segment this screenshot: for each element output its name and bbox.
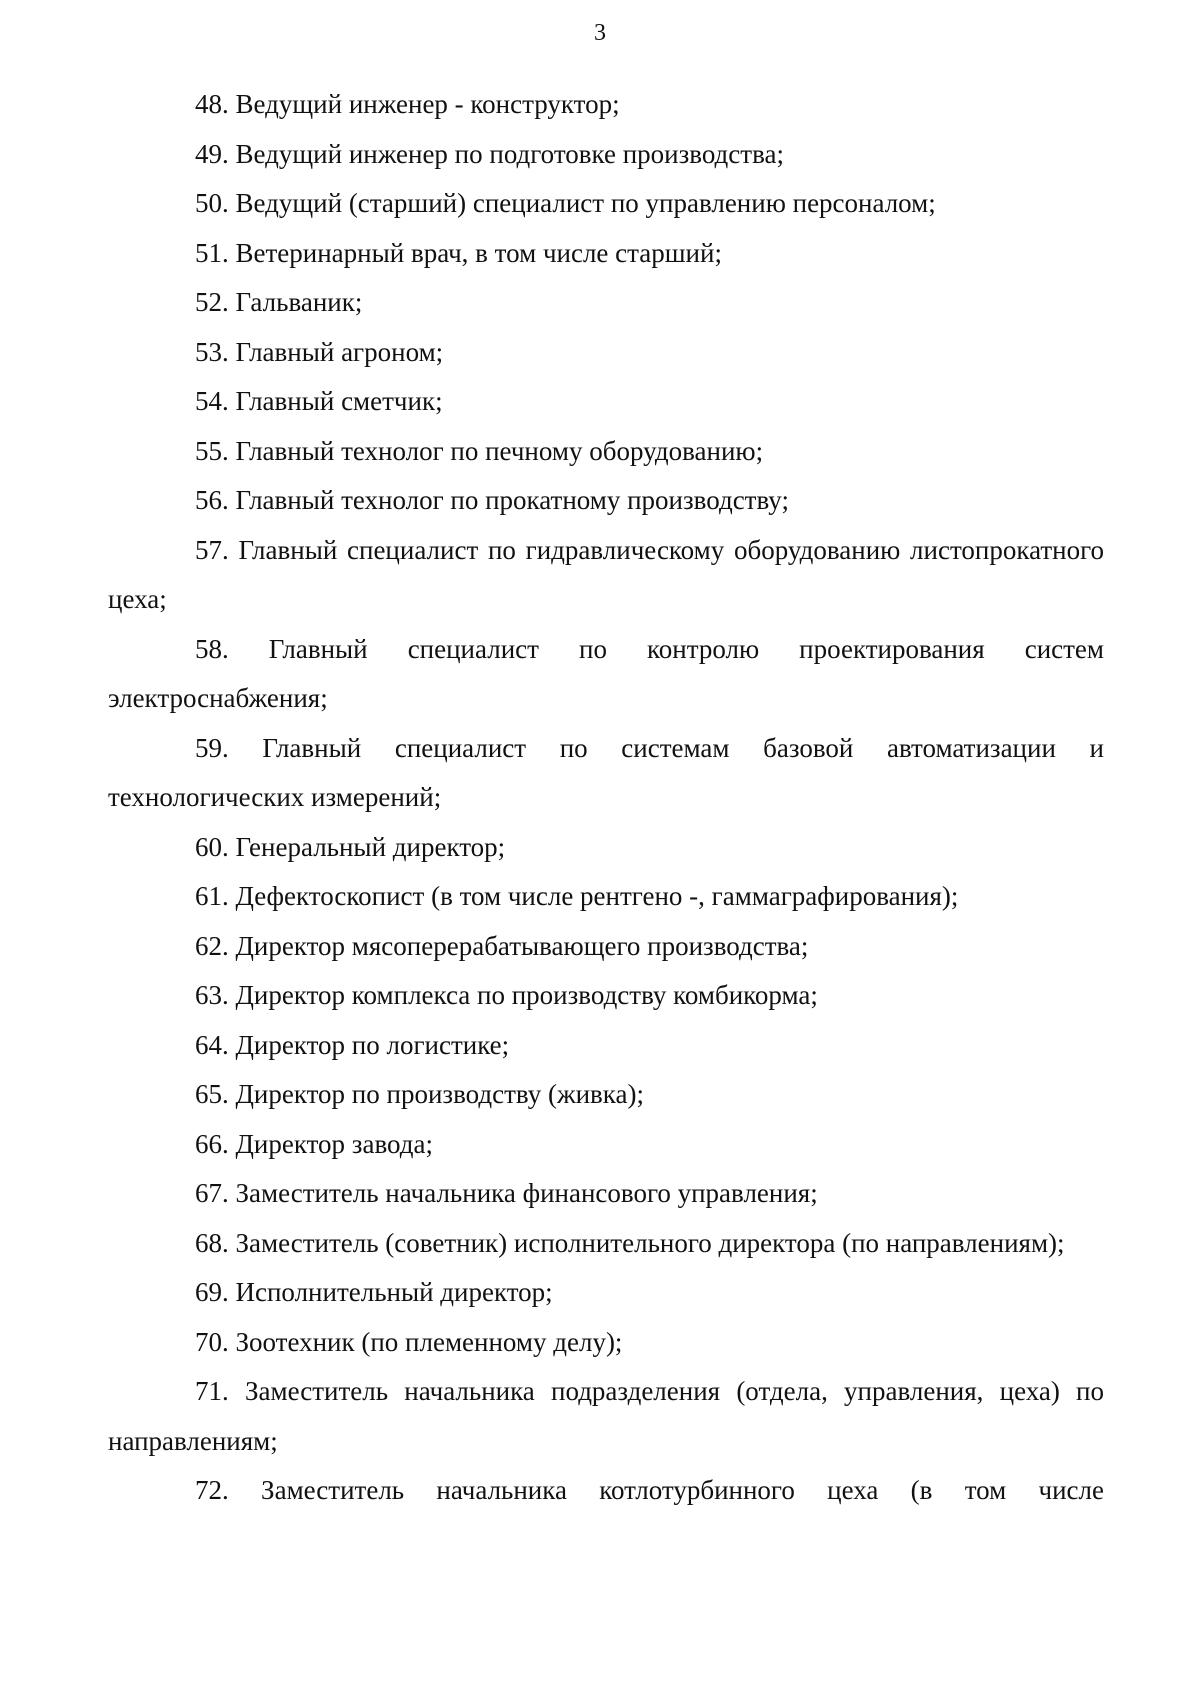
list-item: 70. Зоотехник (по племенному делу); — [195, 1326, 623, 1357]
list-item: 72. Заместитель начальника котлотурбинного цеха (в том числе — [195, 1475, 1104, 1505]
list-item: 60. Генеральный директор; — [195, 831, 506, 862]
list-item: 68. Заместитель (советник) исполнительного директора (по направлениям); — [195, 1227, 1065, 1258]
list-item: 64. Директор по логистике; — [195, 1029, 510, 1060]
list-item: 58. Главный специалист по контролю проектирования систем электроснабжения; — [108, 633, 1104, 713]
list-item: 69. Исполнительный директор; — [195, 1277, 553, 1307]
page-number: 3 — [594, 20, 606, 46]
list-item: 49. Ведущий инженер по подготовке производства; — [195, 138, 784, 169]
list-item: 51. Ветеринарный врач, в том числе старший; — [195, 237, 722, 268]
list-item: 53. Главный агроном; — [195, 336, 444, 367]
list-item: 54. Главный сметчик; — [195, 386, 443, 416]
list-item: 67. Заместитель начальника финансового управления; — [195, 1178, 818, 1208]
list-item: 52. Гальваник; — [195, 287, 363, 317]
list-item: 71. Заместитель начальника подразделения (отдела, управления, цеха) по направлениям; — [108, 1376, 1104, 1456]
list-item: 66. Директор завода; — [195, 1128, 433, 1159]
list-item: 57. Главный специалист по гидравлическому оборудованию листопрокатного цеха; — [108, 534, 1104, 614]
list-item: 63. Директор комплекса по производству комбикорма; — [195, 980, 818, 1010]
list-item: 50. Ведущий (старший) специалист по управлению персоналом; — [195, 188, 936, 218]
list-item: 61. Дефектоскопист (в том числе рентгено -, гаммаграфирования); — [195, 881, 959, 911]
list-item: 59. Главный специалист по системам базовой автоматизации и технологических измерений; — [108, 732, 1104, 812]
list-item: 48. Ведущий инженер - конструктор; — [195, 89, 620, 119]
list-item: 65. Директор по производству (живка); — [195, 1079, 644, 1109]
list-item: 62. Директор мясоперерабатывающего производства; — [195, 930, 809, 961]
positions-list — [108, 80, 1104, 1516]
list-item: 56. Главный технолог по прокатному производству; — [195, 485, 789, 515]
list-item: 55. Главный технолог по печному оборудованию; — [195, 435, 764, 466]
